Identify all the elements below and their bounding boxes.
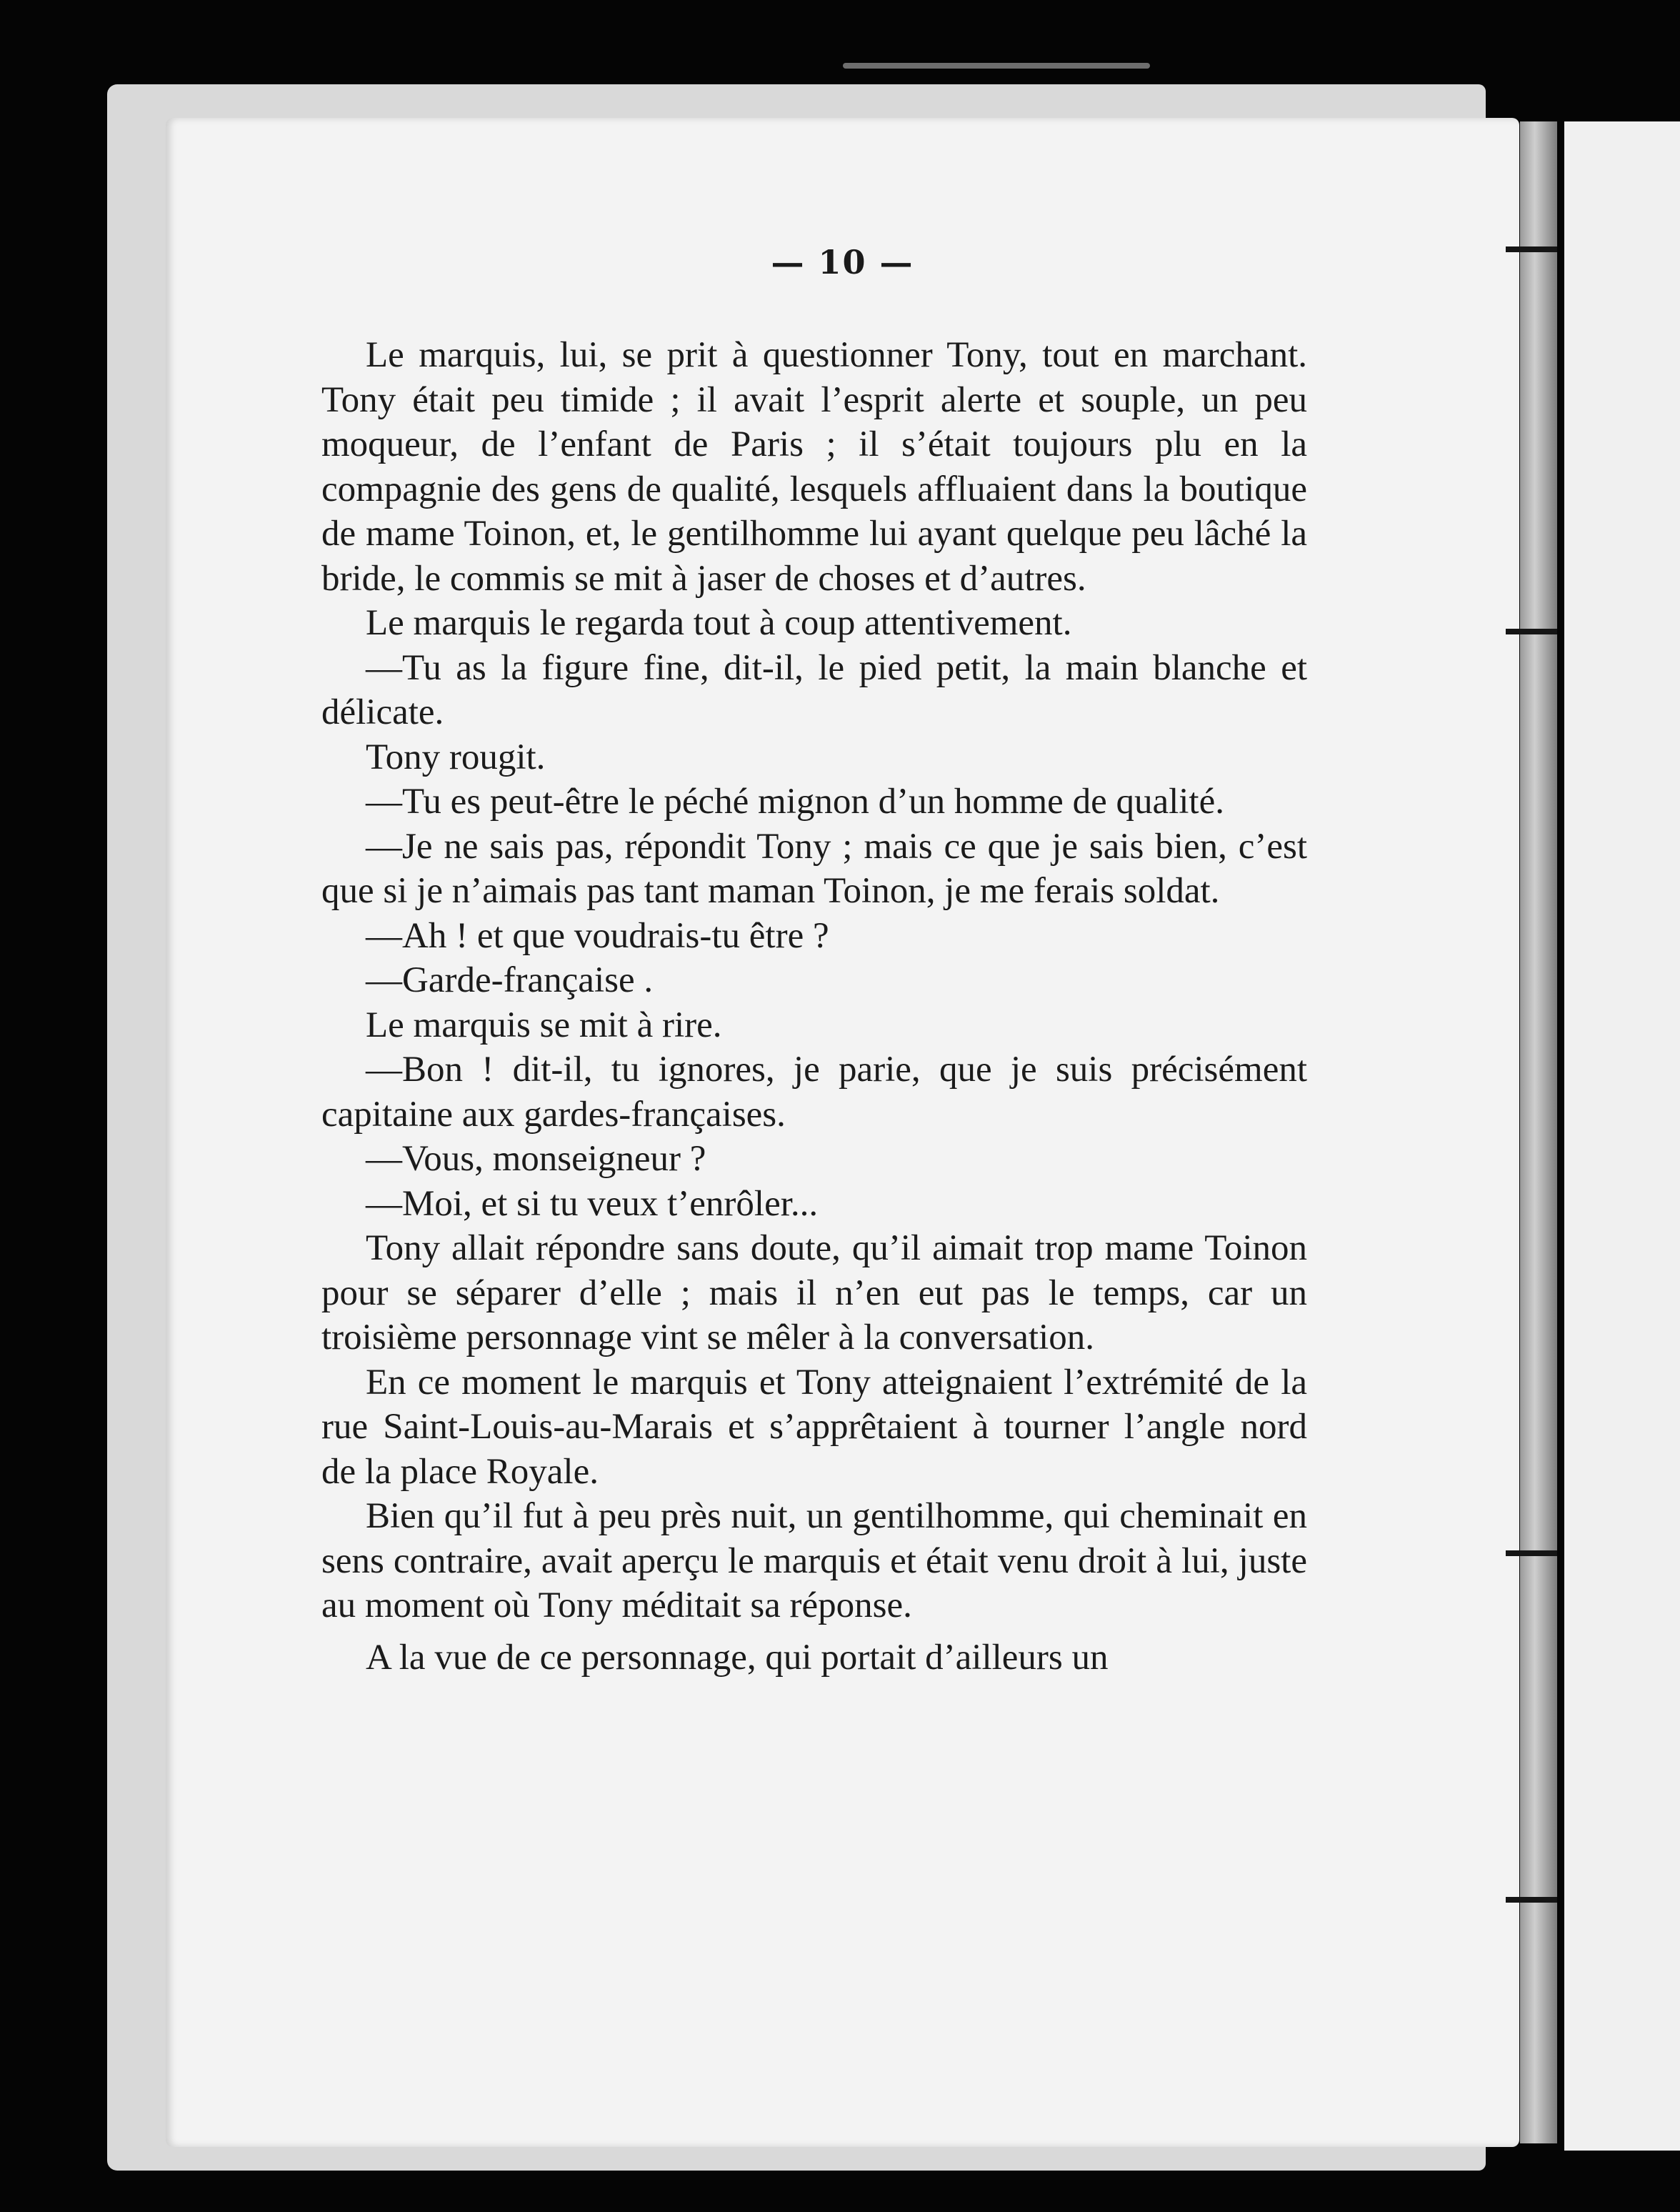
top-binding-strip: [843, 63, 1150, 69]
paragraph: Le marquis, lui, se prit à questionner Tony, tout en marchant. Tony était peu timide ; il avait l’esprit alerte et souple, un peu moqueur, de l’enfant de Paris ; il s’était toujours plu en la compagnie des gens de qualité, lesquels affluaient dans la boutique de mame Toinon, et, le gentilhomme lui ayant quelque peu lâché la bride, le commis se mit à jaser de choses et d’autres.: [321, 335, 1307, 599]
paragraph: —Bon ! dit-il, tu ignores, je parie, que je suis précisément capitaine aux gardes-françaises.: [321, 1050, 1307, 1135]
paragraph: —Ah ! et que voudrais-tu être ?: [366, 915, 829, 956]
paragraph: —Garde-française .: [366, 960, 654, 1000]
paragraph: —Tu as la figure fine, dit-il, le pied petit, la main blanche et délicate.: [321, 647, 1307, 732]
page-body: [321, 333, 1307, 1680]
scan-mark: [1506, 1897, 1557, 1903]
paragraph: A la vue de ce personnage, qui portait d’ailleurs un: [366, 1637, 1109, 1678]
paragraph: Tony allait répondre sans doute, qu’il aimait trop mame Toinon pour se séparer d’elle ; mais il n’en eut pas le temps, car un troisième personnage vint se mêler à la conversation.: [321, 1228, 1307, 1357]
paragraph: Bien qu’il fut à peu près nuit, un gentilhomme, qui cheminait en sens contraire, avait aperçu le marquis et était venu droit à lui, juste au moment où Tony méditait sa réponse.: [321, 1496, 1307, 1625]
scan-mark: [1506, 1550, 1557, 1556]
scan-mark: [1506, 629, 1557, 634]
paragraph: —Moi, et si tu veux t’enrôler...: [366, 1183, 819, 1224]
paragraph: —Vous, monseigneur ?: [366, 1139, 706, 1179]
book-spine-shadow: [1520, 121, 1557, 2143]
paragraph: En ce moment le marquis et Tony atteignaient l’extrémité de la rue Saint-Louis-au-Marais et s’apprêtaient à tourner l’angle nord de la place Royale.: [321, 1362, 1307, 1492]
paragraph: Le marquis le regarda tout à coup attentivement.: [366, 603, 1072, 643]
next-page-edge: [1564, 121, 1680, 2151]
paragraph: —Je ne sais pas, répondit Tony ; mais ce que je sais bien, c’est que si je n’aimais pas tant maman Toinon, je me ferais soldat.: [321, 826, 1307, 911]
page-number: — 10 —: [771, 243, 914, 282]
paragraph: —Tu es peut-être le péché mignon d’un homme de qualité.: [366, 782, 1224, 822]
paragraph: Le marquis se mit à rire.: [366, 1005, 722, 1045]
paragraph: Tony rougit.: [366, 737, 546, 777]
